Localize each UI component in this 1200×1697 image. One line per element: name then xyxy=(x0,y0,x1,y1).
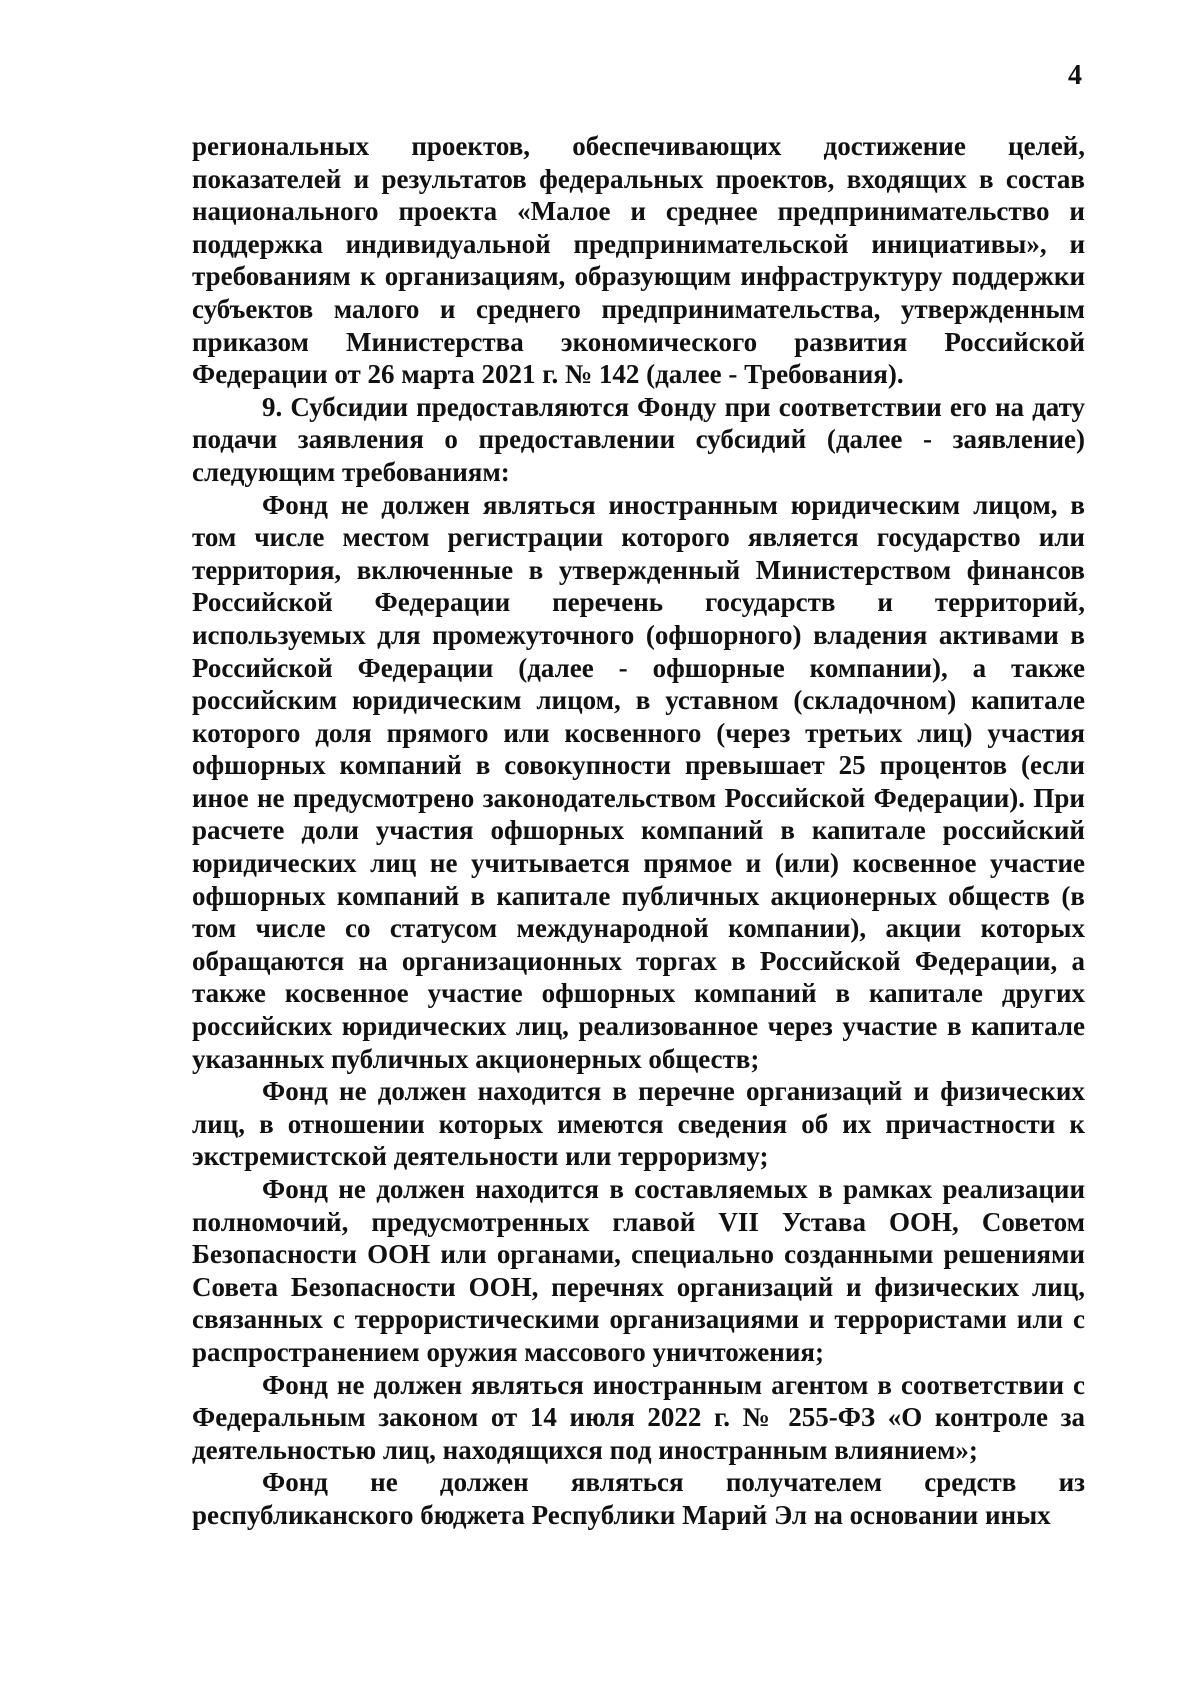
paragraph-foreign-agent-requirement: Фонд не должен являться иностранным агентом в соответствии с Федеральным законом от 14 июля 2022 г. № 255-ФЗ «О контроле за деятельностью лиц, находящихся под иностранным влиянием»; xyxy=(192,1369,1085,1465)
paragraph-offshore-requirement: Фонд не должен являться иностранным юридическим лицом, в том числе местом регистрации которого является государство или территория, включенные в утвержденный Министерством финансов Российской Федерации перечень государств и территорий, используемых для промежуточного (офшорного) владения активами в Российской Федерации (далее - офшорные компании), а также российским юридическим лицом, в уставном (складочном) капитале которого доля прямого или косвенного (через третьих лиц) участия офшорных компаний в совокупности превышает 25 процентов (если иное не предусмотрено законодательством Российской Федерации). При расчете доли участия офшорных компаний в капитале российский юридических лиц не учитывается прямое и (или) косвенное участие офшорных компаний в капитале публичных акционерных обществ (в том числе со статусом международной компании), акции которых обращаются на организационных торгах в Российской Федерации, а также косвенное участие офшорных компаний в капитале других российских юридических лиц, реализованное через участие в капитале указанных публичных акционерных обществ; xyxy=(192,489,1085,1074)
document-body xyxy=(192,130,1085,1532)
paragraph-un-sanctions-requirement: Фонд не должен находится в составляемых в рамках реализации полномочий, предусмотренных главой VII Устава ООН, Советом Безопасности ООН или органами, специально созданными решениями Совета Безопасности ООН, перечнях организаций и физических лиц, связанных с террористическими организациями и террористами или с распространением оружия массового уничтожения; xyxy=(192,1174,1085,1367)
paragraph-item-9: 9. Субсидии предоставляются Фонду при соответствии его на дату подачи заявления о предоставлении субсидий (далее - заявление) следующим требованиям: xyxy=(192,391,1085,487)
paragraph-budget-recipient-requirement: Фонд не должен являться получателем средств из республиканского бюджета Республики Марий Эл на основании иных xyxy=(192,1467,1085,1530)
paragraph-continuation: региональных проектов, обеспечивающих достижение целей, показателей и результатов федеральных проектов, входящих в состав национального проекта «Малое и среднее предпринимательство и поддержка индивидуальной предпринимательской инициативы», и требованиям к организациям, образующим инфраструктуру поддержки субъектов малого и среднего предпринимательства, утвержденным приказом Министерства экономического развития Российской Федерации от 26 марта 2021 г. № 142 (далее - Требования). xyxy=(192,131,1085,390)
paragraph-extremism-requirement: Фонд не должен находится в перечне организаций и физических лиц, в отношении которых имеются сведения об их причастности к экстремистской деятельности или терроризму; xyxy=(192,1076,1085,1172)
page-number: 4 xyxy=(1068,60,1082,91)
